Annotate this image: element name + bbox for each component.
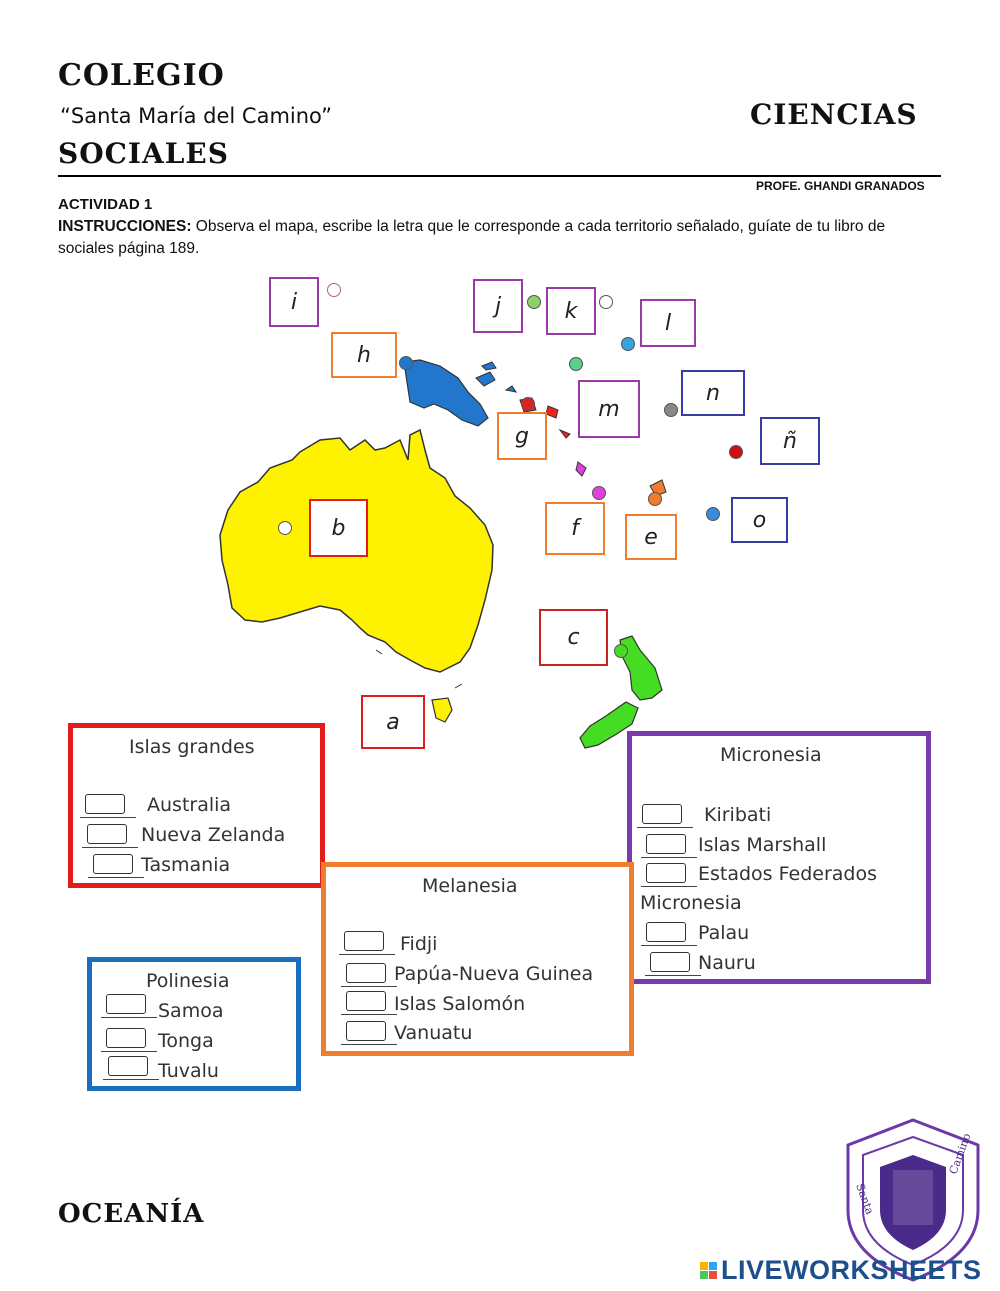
svg-text:Santa: Santa [853, 1181, 877, 1217]
answer-box-tasmania[interactable] [93, 854, 133, 874]
answer-box-nauru[interactable] [650, 952, 690, 972]
marker-dot-f [592, 486, 606, 500]
marker-dot-b [278, 521, 292, 535]
panel-islas-grandes [68, 723, 325, 888]
map-label-j: j [473, 279, 523, 333]
tasmania-shape [432, 698, 452, 722]
map-label-n: n [681, 370, 745, 416]
panel-polinesia [87, 957, 301, 1091]
marker-dot-l [621, 337, 635, 351]
item-samoa: Samoa [158, 1000, 224, 1022]
item-micronesia: Micronesia [640, 892, 742, 914]
item-fidji: Fidji [400, 933, 438, 955]
new-guinea-shape [404, 360, 488, 426]
answer-box-vanuatu[interactable] [346, 1021, 386, 1041]
marker-dot-k [599, 295, 613, 309]
marker-dot-c [614, 644, 628, 658]
item-islas-marshall: Islas Marshall [698, 834, 827, 856]
school-name: “Santa María del Camino” [60, 104, 333, 128]
panel-title: Micronesia [720, 744, 822, 766]
map-label-k: k [546, 287, 596, 335]
liveworksheets-label: LIVEWORKSHEETS [721, 1255, 982, 1285]
map-label-m: m [578, 380, 640, 438]
panel-title: Islas grandes [129, 736, 255, 758]
marker-dot-h [399, 356, 413, 370]
map-label-h: h [331, 332, 397, 378]
colegio-label: COLEGIO [58, 58, 225, 93]
item-vanuatu: Vanuatu [394, 1022, 473, 1044]
answer-box-nueva-zelanda[interactable] [87, 824, 127, 844]
panel-title: Polinesia [146, 970, 230, 992]
subject-ciencias: CIENCIAS [750, 98, 918, 131]
item-tuvalu: Tuvalu [158, 1060, 219, 1082]
map-label-c: c [539, 609, 608, 666]
answer-box-tuvalu[interactable] [108, 1056, 148, 1076]
answer-box-fidji[interactable] [344, 931, 384, 951]
answer-box-palau[interactable] [646, 922, 686, 942]
answer-box-estados-federados[interactable] [646, 863, 686, 883]
liveworksheets-icon [700, 1262, 717, 1279]
map-label-a: a [361, 695, 425, 749]
item-tonga: Tonga [158, 1030, 214, 1052]
map-label-i: i [269, 277, 319, 327]
answer-box-tonga[interactable] [106, 1028, 146, 1048]
map-label-ene: ñ [760, 417, 820, 465]
marker-dot-n [664, 403, 678, 417]
answer-box-islas-salomon[interactable] [346, 991, 386, 1011]
subject-sociales: SOCIALES [58, 137, 229, 170]
panel-melanesia [321, 862, 634, 1056]
liveworksheets-brand [700, 1255, 982, 1286]
topic-oceania: OCEANÍA [58, 1199, 205, 1229]
map-label-b: b [309, 499, 368, 557]
marker-dot-e [648, 492, 662, 506]
map-label-g: g [497, 412, 547, 460]
item-tasmania: Tasmania [141, 854, 231, 876]
svg-text:Camino: Camino [946, 1131, 974, 1177]
marker-dot-o [706, 507, 720, 521]
marker-dot-m [569, 357, 583, 371]
answer-box-islas-marshall[interactable] [646, 834, 686, 854]
instructions-text: Observa el mapa, escribe la letra que le corresponde a cada territorio señalado, guíate de tu libro de sociales página 189. [58, 218, 886, 257]
map-label-f: f [545, 502, 605, 555]
item-nauru: Nauru [698, 952, 756, 974]
map-label-o: o [731, 497, 788, 543]
panel-micronesia [627, 731, 931, 984]
activity-title: ACTIVIDAD 1 [58, 196, 153, 213]
marker-dot-i [327, 283, 341, 297]
item-islas-salomon: Islas Salomón [394, 993, 526, 1015]
marker-dot-ene [729, 445, 743, 459]
map-label-e: e [625, 514, 677, 560]
item-nueva-zelanda: Nueva Zelanda [141, 824, 286, 846]
teacher-name: PROFE. GHANDI GRANADOS [756, 179, 925, 193]
item-estados-federados: Estados Federados [698, 863, 877, 885]
panel-title: Melanesia [422, 875, 518, 897]
answer-box-samoa[interactable] [106, 994, 146, 1014]
answer-box-kiribati[interactable] [642, 804, 682, 824]
item-kiribati: Kiribati [704, 804, 772, 826]
answer-box-australia[interactable] [85, 794, 125, 814]
marker-dot-j [527, 295, 541, 309]
item-australia: Australia [147, 794, 232, 816]
answer-box-papua[interactable] [346, 963, 386, 983]
item-palau: Palau [698, 922, 750, 944]
marker-dot-g [521, 397, 535, 411]
instructions-label: INSTRUCCIONES: [58, 218, 192, 235]
map-label-l: l [640, 299, 696, 347]
item-papua: Papúa-Nueva Guinea [394, 963, 594, 985]
